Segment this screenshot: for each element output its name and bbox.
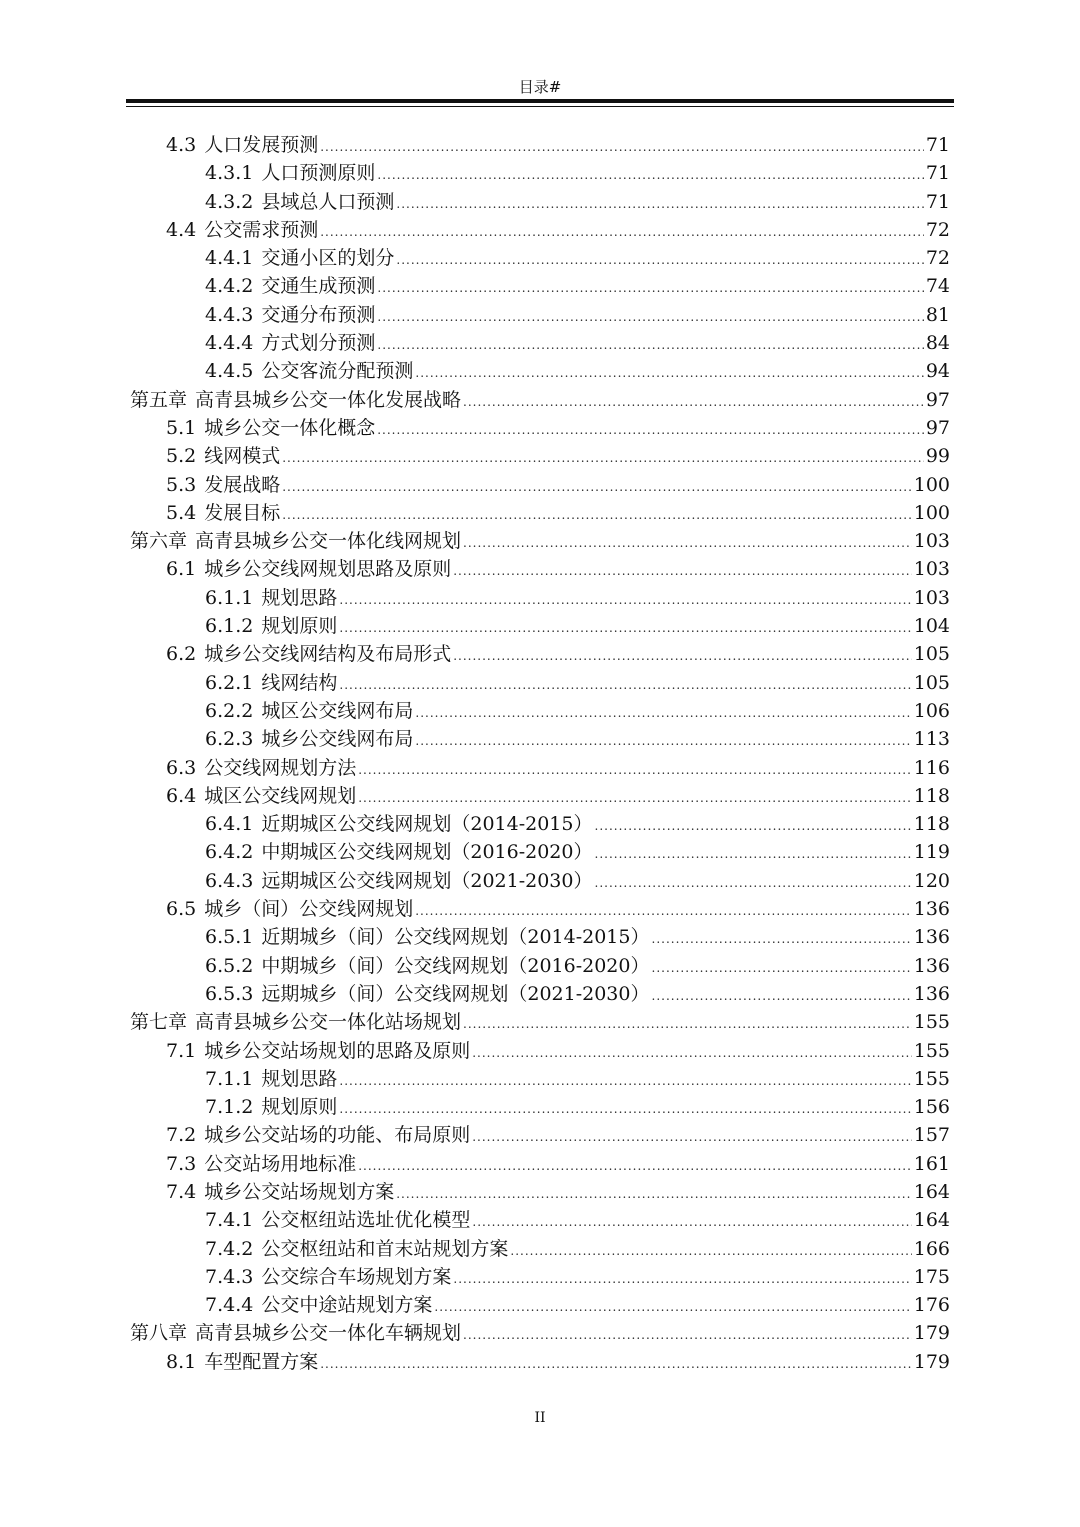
- toc-entry-number: 4.4.3: [205, 303, 254, 326]
- toc-entry-page: 161: [913, 1152, 950, 1175]
- toc-chapter-entry: [126, 527, 950, 555]
- toc-entry-title: 城乡公交站场规划的思路及原则: [204, 1039, 471, 1062]
- toc-dot-leader: [415, 897, 912, 925]
- toc-subsection-entry: [126, 301, 950, 329]
- toc-dot-leader: [320, 218, 924, 246]
- toc-entry-title: 城乡公交站场的功能、布局原则: [204, 1124, 471, 1147]
- toc-dot-leader: [595, 869, 912, 897]
- toc-entry-title: 中期城乡（间）公交线网规划（2016-2020）: [261, 954, 650, 977]
- toc-entry-title: 车型配置方案: [204, 1350, 319, 1373]
- toc-chapter-entry: [126, 1319, 950, 1347]
- toc-entry-number: 7.2: [166, 1124, 197, 1147]
- toc-entry-title: 近期城乡（间）公交线网规划（2014-2015）: [261, 926, 650, 949]
- table-of-contents: [126, 131, 950, 1376]
- toc-section-entry: [126, 442, 950, 470]
- toc-subsection-entry: [126, 980, 950, 1008]
- toc-entry-number: 7.4.3: [205, 1265, 254, 1288]
- toc-entry-page: 71: [925, 162, 950, 185]
- toc-entry-title: 发展战略: [204, 473, 281, 496]
- toc-entry-title: 交通分布预测: [261, 303, 376, 326]
- toc-entry-page: 71: [925, 190, 950, 213]
- toc-entry-page: 120: [913, 869, 950, 892]
- toc-dot-leader: [453, 557, 912, 585]
- toc-entry-number: 7.4.2: [205, 1237, 254, 1260]
- toc-entry-page: 179: [913, 1322, 950, 1345]
- toc-entry-page: 103: [913, 558, 950, 581]
- toc-dot-leader: [415, 359, 923, 387]
- toc-entry-number: 6.4.3: [205, 869, 254, 892]
- toc-section-entry: [126, 1178, 950, 1206]
- toc-section-entry: [126, 782, 950, 810]
- toc-entry-title: 规划思路: [261, 586, 338, 609]
- toc-dot-leader: [463, 1321, 912, 1349]
- toc-entry-number: 第六章: [130, 530, 188, 553]
- toc-dot-leader: [377, 303, 923, 331]
- toc-entry-title: 城区公交线网规划: [204, 784, 357, 807]
- toc-entry-page: 105: [913, 643, 950, 666]
- toc-entry-page: 175: [913, 1265, 950, 1288]
- toc-entry-number: 7.3: [166, 1152, 197, 1175]
- toc-entry-title: 线网结构: [261, 671, 338, 694]
- toc-entry-title: 方式划分预测: [261, 332, 376, 355]
- toc-entry-title: 远期城区公交线网规划（2021-2030）: [261, 869, 593, 892]
- toc-entry-page: 166: [913, 1237, 950, 1260]
- toc-entry-page: 105: [913, 671, 950, 694]
- toc-subsection-entry: [126, 1093, 950, 1121]
- toc-entry-page: 72: [925, 218, 950, 241]
- toc-dot-leader: [339, 1067, 911, 1095]
- toc-subsection-entry: [126, 1206, 950, 1234]
- toc-subsection-entry: [126, 669, 950, 697]
- toc-entry-page: 116: [913, 756, 950, 779]
- toc-dot-leader: [453, 1265, 911, 1293]
- toc-entry-number: 6.4: [166, 784, 197, 807]
- toc-entry-title: 高青县城乡公交一体化发展战略: [195, 388, 462, 411]
- toc-dot-leader: [472, 1039, 912, 1067]
- toc-entry-title: 交通小区的划分: [261, 247, 395, 270]
- toc-entry-page: 155: [913, 1067, 950, 1090]
- toc-dot-leader: [377, 331, 923, 359]
- toc-subsection-entry: [126, 838, 950, 866]
- toc-dot-leader: [396, 246, 923, 274]
- toc-entry-title: 高青县城乡公交一体化站场规划: [195, 1011, 462, 1034]
- toc-dot-leader: [282, 444, 924, 472]
- toc-entry-page: 155: [913, 1011, 950, 1034]
- toc-dot-leader: [415, 699, 911, 727]
- toc-dot-leader: [339, 614, 911, 642]
- toc-dot-leader: [396, 1180, 912, 1208]
- toc-dot-leader: [453, 642, 912, 670]
- toc-entry-number: 6.5.3: [205, 982, 254, 1005]
- toc-subsection-entry: [126, 159, 950, 187]
- toc-entry-number: 6.1.2: [205, 615, 254, 638]
- toc-entry-page: 84: [925, 332, 950, 355]
- toc-entry-number: 5.4: [166, 501, 197, 524]
- toc-entry-title: 线网模式: [204, 445, 281, 468]
- toc-entry-title: 县域总人口预测: [261, 190, 395, 213]
- toc-chapter-entry: [126, 1008, 950, 1036]
- toc-section-entry: [126, 131, 950, 159]
- toc-entry-title: 城乡公交站场规划方案: [204, 1180, 395, 1203]
- toc-subsection-entry: [126, 1065, 950, 1093]
- toc-entry-title: 规划原则: [261, 615, 338, 638]
- toc-entry-page: 74: [925, 275, 950, 298]
- toc-chapter-entry: [126, 386, 950, 414]
- toc-dot-leader: [472, 1208, 911, 1236]
- toc-entry-number: 6.4.1: [205, 813, 254, 836]
- running-header: 目录#: [518, 78, 562, 96]
- toc-entry-page: 100: [913, 501, 950, 524]
- toc-entry-page: 164: [913, 1209, 950, 1232]
- toc-entry-title: 规划原则: [261, 1096, 338, 1119]
- toc-entry-number: 4.4.4: [205, 332, 254, 355]
- toc-dot-leader: [652, 925, 912, 953]
- toc-dot-leader: [339, 1095, 911, 1123]
- toc-entry-page: 136: [913, 898, 950, 921]
- toc-subsection-entry: [126, 1235, 950, 1263]
- toc-subsection-entry: [126, 357, 950, 385]
- toc-entry-number: 5.2: [166, 445, 197, 468]
- toc-subsection-entry: [126, 329, 950, 357]
- toc-entry-title: 人口预测原则: [261, 162, 376, 185]
- toc-entry-number: 4.4.2: [205, 275, 254, 298]
- toc-section-entry: [126, 640, 950, 668]
- toc-subsection-entry: [126, 867, 950, 895]
- toc-dot-leader: [595, 812, 912, 840]
- toc-dot-leader: [377, 161, 923, 189]
- header-rule-thin: [126, 106, 954, 107]
- toc-subsection-entry: [126, 725, 950, 753]
- toc-dot-leader: [463, 388, 924, 416]
- toc-entry-number: 7.1.2: [205, 1096, 254, 1119]
- toc-entry-number: 第八章: [130, 1322, 188, 1345]
- toc-entry-page: 94: [925, 360, 950, 383]
- toc-section-entry: [126, 414, 950, 442]
- toc-entry-title: 规划思路: [261, 1067, 338, 1090]
- toc-entry-page: 106: [913, 699, 950, 722]
- toc-entry-title: 城区公交线网布局: [261, 699, 414, 722]
- toc-entry-number: 7.1.1: [205, 1067, 254, 1090]
- toc-entry-title: 城乡公交线网规划思路及原则: [204, 558, 452, 581]
- toc-entry-page: 156: [913, 1096, 950, 1119]
- toc-subsection-entry: [126, 244, 950, 272]
- toc-dot-leader: [652, 954, 912, 982]
- toc-subsection-entry: [126, 188, 950, 216]
- toc-section-entry: [126, 1121, 950, 1149]
- toc-entry-number: 6.2.1: [205, 671, 254, 694]
- toc-entry-number: 4.4.1: [205, 247, 254, 270]
- toc-section-entry: [126, 754, 950, 782]
- toc-entry-number: 6.1.1: [205, 586, 254, 609]
- toc-entry-page: 157: [913, 1124, 950, 1147]
- toc-entry-page: 71: [925, 134, 950, 156]
- toc-entry-title: 公交综合车场规划方案: [261, 1265, 452, 1288]
- toc-subsection-entry: [126, 697, 950, 725]
- toc-dot-leader: [358, 1152, 912, 1180]
- toc-section-entry: [126, 1037, 950, 1065]
- toc-dot-leader: [339, 671, 911, 699]
- toc-entry-number: 4.3.2: [205, 190, 254, 213]
- toc-entry-number: 第七章: [130, 1011, 188, 1034]
- toc-subsection-entry: [126, 952, 950, 980]
- toc-dot-leader: [415, 727, 911, 755]
- toc-entry-number: 6.1: [166, 558, 197, 581]
- toc-section-entry: [126, 471, 950, 499]
- toc-entry-title: 远期城乡（间）公交线网规划（2021-2030）: [261, 982, 650, 1005]
- toc-entry-number: 第五章: [130, 388, 188, 411]
- toc-section-entry: [126, 216, 950, 244]
- toc-entry-number: 7.4: [166, 1180, 197, 1203]
- toc-entry-number: 6.5.2: [205, 954, 254, 977]
- toc-entry-title: 近期城区公交线网规划（2014-2015）: [261, 813, 593, 836]
- toc-subsection-entry: [126, 584, 950, 612]
- toc-entry-page: 103: [913, 530, 950, 553]
- toc-entry-page: 100: [913, 473, 950, 496]
- toc-entry-title: 人口发展预测: [204, 134, 319, 156]
- toc-entry-number: 4.3: [166, 134, 197, 156]
- toc-entry-number: 7.1: [166, 1039, 197, 1062]
- toc-entry-number: 6.2.2: [205, 699, 254, 722]
- toc-entry-page: 118: [913, 813, 950, 836]
- toc-entry-number: 6.2.3: [205, 728, 254, 751]
- toc-entry-number: 6.2: [166, 643, 197, 666]
- toc-subsection-entry: [126, 923, 950, 951]
- toc-subsection-entry: [126, 272, 950, 300]
- toc-dot-leader: [595, 840, 912, 868]
- toc-entry-title: 公交枢纽站和首末站规划方案: [261, 1237, 509, 1260]
- toc-entry-number: 4.3.1: [205, 162, 254, 185]
- toc-entry-page: 97: [925, 388, 950, 411]
- toc-entry-number: 7.4.4: [205, 1294, 254, 1317]
- toc-dot-leader: [463, 529, 912, 557]
- toc-dot-leader: [339, 586, 911, 614]
- toc-dot-leader: [320, 133, 924, 161]
- toc-dot-leader: [358, 784, 912, 812]
- toc-entry-page: 72: [925, 247, 950, 270]
- toc-entry-title: 公交客流分配预测: [261, 360, 414, 383]
- toc-dot-leader: [472, 1123, 912, 1151]
- toc-entry-number: 5.3: [166, 473, 197, 496]
- toc-entry-page: 179: [913, 1350, 950, 1373]
- toc-entry-page: 113: [913, 728, 950, 751]
- toc-entry-page: 104: [913, 615, 950, 638]
- toc-entry-title: 公交线网规划方法: [204, 756, 357, 779]
- toc-entry-number: 4.4.5: [205, 360, 254, 383]
- toc-entry-title: 公交枢纽站选址优化模型: [261, 1209, 471, 1232]
- header-rule-thick: [126, 99, 954, 103]
- toc-dot-leader: [377, 416, 924, 444]
- toc-entry-number: 6.4.2: [205, 841, 254, 864]
- toc-entry-title: 城乡公交一体化概念: [204, 416, 376, 439]
- toc-section-entry: [126, 555, 950, 583]
- toc-entry-page: 136: [913, 982, 950, 1005]
- toc-entry-title: 城乡公交线网结构及布局形式: [204, 643, 452, 666]
- toc-entry-page: 119: [913, 841, 950, 864]
- toc-entry-title: 交通生成预测: [261, 275, 376, 298]
- toc-section-entry: [126, 499, 950, 527]
- toc-subsection-entry: [126, 1263, 950, 1291]
- toc-entry-page: 99: [925, 445, 950, 468]
- toc-entry-page: 81: [925, 303, 950, 326]
- toc-entry-page: 103: [913, 586, 950, 609]
- toc-entry-title: 中期城区公交线网规划（2016-2020）: [261, 841, 593, 864]
- toc-section-entry: [126, 1348, 950, 1376]
- toc-section-entry: [126, 1150, 950, 1178]
- toc-entry-number: 8.1: [166, 1350, 197, 1373]
- toc-dot-leader: [463, 1010, 912, 1038]
- toc-dot-leader: [377, 274, 923, 302]
- toc-dot-leader: [282, 501, 912, 529]
- toc-dot-leader: [434, 1293, 911, 1321]
- toc-entry-number: 5.1: [166, 416, 197, 439]
- toc-subsection-entry: [126, 1291, 950, 1319]
- toc-entry-page: 136: [913, 926, 950, 949]
- toc-entry-page: 155: [913, 1039, 950, 1062]
- toc-dot-leader: [510, 1237, 911, 1265]
- toc-entry-title: 公交中途站规划方案: [261, 1294, 433, 1317]
- toc-entry-page: 176: [913, 1294, 950, 1317]
- toc-entry-title: 城乡公交线网布局: [261, 728, 414, 751]
- toc-section-entry: [126, 895, 950, 923]
- toc-dot-leader: [282, 473, 912, 501]
- toc-subsection-entry: [126, 810, 950, 838]
- toc-dot-leader: [358, 756, 912, 784]
- toc-entry-title: 高青县城乡公交一体化线网规划: [195, 530, 462, 553]
- page-number: II: [534, 1410, 546, 1426]
- toc-entry-title: 城乡（间）公交线网规划: [204, 898, 414, 921]
- toc-entry-page: 136: [913, 954, 950, 977]
- toc-entry-title: 公交需求预测: [204, 218, 319, 241]
- toc-entry-title: 高青县城乡公交一体化车辆规划: [195, 1322, 462, 1345]
- toc-entry-number: 6.5.1: [205, 926, 254, 949]
- toc-entry-page: 97: [925, 416, 950, 439]
- toc-entry-title: 公交站场用地标准: [204, 1152, 357, 1175]
- toc-subsection-entry: [126, 612, 950, 640]
- toc-entry-number: 4.4: [166, 218, 197, 241]
- toc-dot-leader: [652, 982, 912, 1010]
- toc-entry-number: 6.5: [166, 898, 197, 921]
- toc-dot-leader: [396, 190, 923, 218]
- toc-entry-number: 6.3: [166, 756, 197, 779]
- toc-entry-title: 发展目标: [204, 501, 281, 524]
- toc-dot-leader: [320, 1350, 912, 1378]
- toc-entry-page: 164: [913, 1180, 950, 1203]
- toc-entry-page: 118: [913, 784, 950, 807]
- toc-entry-number: 7.4.1: [205, 1209, 254, 1232]
